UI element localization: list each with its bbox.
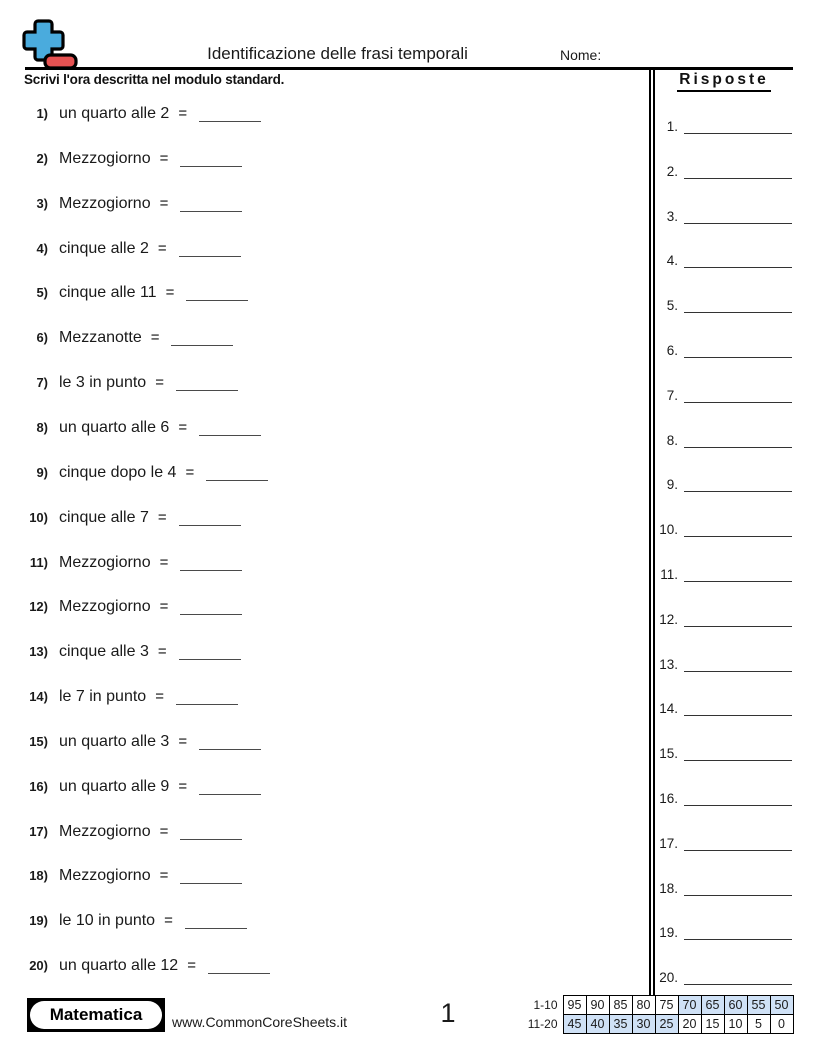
answer-blank-line[interactable] [684,212,792,224]
answer-number: 15. [659,746,678,762]
answer-row [652,477,792,495]
question-text: Mezzogiorno [59,867,151,885]
question-row [20,373,238,394]
answer-number: 13. [659,656,678,672]
score-table-row [526,1015,793,1034]
answer-blank-line[interactable] [684,301,792,313]
answer-row [652,612,792,630]
answer-row [652,209,792,227]
question-answer-blank[interactable] [206,467,268,481]
question-text: un quarto alle 6 [59,418,170,436]
question-text: cinque alle 2 [59,239,149,257]
page-number: 1 [440,998,456,1028]
answer-row [652,298,792,316]
answer-row [652,567,792,585]
question-answer-blank[interactable] [179,512,241,526]
answer-blank-line[interactable] [684,525,792,537]
score-cell: 10 [724,1015,747,1034]
answer-row [652,970,792,988]
answer-number: 12. [659,611,678,627]
answer-number: 18. [659,880,678,896]
question-row [20,866,242,887]
equals-sign: = [157,508,167,526]
answer-number: 17. [659,835,678,851]
question-row [20,732,261,753]
question-row [20,553,242,574]
answer-row [652,925,792,943]
answer-number: 19. [659,925,678,941]
question-answer-blank[interactable] [176,691,238,705]
answer-number: 2. [666,163,678,179]
website-url: www.CommonCoreSheets.it [172,1014,348,1030]
answer-row [652,119,792,137]
question-answer-blank[interactable] [179,243,241,257]
score-cell: 15 [701,1015,724,1034]
question-row [20,239,241,260]
question-answer-blank[interactable] [171,332,233,346]
question-number: 19) [29,913,48,929]
score-table [526,995,794,1034]
answer-blank-line[interactable] [684,570,792,582]
equals-sign: = [185,463,195,481]
answer-blank-line[interactable] [684,346,792,358]
equals-sign: = [159,553,169,571]
answer-number: 10. [659,522,678,538]
answer-row [652,164,792,182]
score-cell: 30 [632,1015,655,1034]
answer-number: 3. [666,208,678,224]
page-title: Identificazione delle frasi temporali [207,44,468,63]
question-answer-blank[interactable] [199,781,261,795]
answer-blank-line[interactable] [684,839,792,851]
score-cell: 65 [701,996,724,1015]
question-row [20,149,242,170]
score-cell: 75 [655,996,678,1015]
score-cell: 20 [678,1015,701,1034]
score-cell: 5 [747,1015,770,1034]
score-cell: 0 [770,1015,793,1034]
question-text: Mezzogiorno [59,822,151,840]
question-answer-blank[interactable] [180,826,242,840]
subject-badge [27,998,165,1032]
answer-blank-line[interactable] [684,122,792,134]
question-text: cinque alle 7 [59,508,149,526]
answers-heading-wrap [655,71,793,89]
answer-blank-line[interactable] [684,928,792,940]
equals-sign: = [157,643,167,661]
score-range-label: 1-10 [526,996,563,1015]
question-number: 18) [29,868,48,884]
question-number: 20) [29,958,48,974]
question-answer-blank[interactable] [199,108,261,122]
question-answer-blank[interactable] [199,736,261,750]
question-number: 15) [29,733,48,749]
question-text: Mezzanotte [59,329,142,347]
question-text: cinque dopo le 4 [59,463,177,481]
answer-row [652,881,792,899]
answer-number: 1. [666,119,678,134]
answer-row [652,433,792,451]
answer-number: 8. [666,432,678,448]
equals-sign: = [159,149,169,167]
equals-sign: = [178,418,188,436]
question-text: Mezzogiorno [59,194,151,212]
score-cell: 85 [609,996,632,1015]
question-row [20,508,241,529]
question-row [20,687,238,708]
question-row [20,194,242,215]
answer-number: 4. [666,253,678,269]
answer-number: 7. [666,387,678,403]
question-text: un quarto alle 12 [59,957,179,975]
name-label: Nome: [560,47,602,63]
question-answer-blank[interactable] [180,870,242,884]
question-answer-blank[interactable] [208,960,270,974]
question-answer-blank[interactable] [176,377,238,391]
question-text: cinque alle 3 [59,643,149,661]
question-answer-blank[interactable] [199,422,261,436]
question-row [20,104,261,125]
equals-sign: = [150,329,160,347]
answer-blank-line[interactable] [684,391,792,403]
question-row [20,956,270,977]
score-cell: 95 [563,996,586,1015]
question-number: 16) [29,778,48,794]
question-row [20,642,241,663]
equals-sign: = [164,912,173,930]
score-table-row [526,996,793,1015]
answer-number: 5. [666,298,678,314]
score-range-label: 11-20 [526,1015,563,1034]
question-answer-blank[interactable] [179,646,241,660]
score-cell: 35 [609,1015,632,1034]
equals-sign: = [165,284,175,302]
question-answer-blank[interactable] [180,153,242,167]
question-number: 6) [36,330,48,346]
equals-sign: = [157,239,167,257]
instruction-text: Scrivi l'ora descritta nel modulo standard. [24,72,285,87]
question-text: cinque alle 11 [59,284,157,302]
question-text: Mezzogiorno [59,553,151,571]
equals-sign: = [178,105,188,122]
question-number: 10) [29,509,48,525]
answer-number: 6. [666,343,678,358]
score-cell: 80 [632,996,655,1015]
answer-row [652,836,792,854]
question-number: 4) [36,240,48,256]
question-row [20,463,268,484]
answer-row [652,522,792,540]
equals-sign: = [178,732,188,750]
answer-number: 16. [659,791,678,806]
equals-sign: = [159,194,169,212]
equals-sign: = [187,957,196,975]
question-text: le 3 in punto [59,374,147,392]
question-number: 11) [29,554,48,570]
answer-number: 14. [659,701,678,717]
answer-blank-line[interactable] [684,480,792,492]
answer-blank-line[interactable] [684,615,792,627]
answer-blank-line[interactable] [684,749,792,761]
score-cell: 50 [770,996,793,1015]
question-row [20,597,242,618]
equals-sign: = [155,688,164,706]
question-number: 3) [36,195,48,211]
question-answer-blank[interactable] [186,287,248,301]
answer-blank-line[interactable] [684,973,792,985]
answer-blank-line[interactable] [684,256,792,268]
question-answer-blank[interactable] [185,915,247,929]
question-text: un quarto alle 3 [59,732,170,750]
answer-number: 20. [659,970,678,986]
score-cell: 90 [586,996,609,1015]
answer-blank-line[interactable] [684,884,792,896]
question-text: le 10 in punto [59,912,156,930]
answer-row [652,791,792,809]
answer-row [652,701,792,719]
question-row [20,777,261,798]
score-cell: 55 [747,996,770,1015]
question-row [20,328,233,349]
subject-badge-label: Matematica [30,1001,162,1029]
answer-row [652,388,792,406]
question-row [20,283,248,304]
answer-blank-line[interactable] [684,704,792,716]
answer-row [652,657,792,675]
question-number: 14) [29,689,48,705]
question-text: Mezzogiorno [59,149,151,167]
question-answer-blank[interactable] [180,557,242,571]
question-number: 13) [29,644,48,660]
header-divider [25,67,793,70]
answer-number: 11. [660,567,678,582]
question-row [20,418,261,439]
question-answer-blank[interactable] [180,198,242,212]
question-answer-blank[interactable] [180,601,242,615]
answers-heading: Risposte [677,71,770,92]
equals-sign: = [159,822,169,840]
answer-row [652,746,792,764]
question-row [20,822,242,843]
question-text: le 7 in punto [59,688,147,706]
score-cell: 70 [678,996,701,1015]
score-cell: 60 [724,996,747,1015]
answer-blank-line[interactable] [684,794,792,806]
equals-sign: = [159,598,169,616]
equals-sign: = [178,777,188,795]
score-cell: 45 [563,1015,586,1034]
equals-sign: = [159,867,169,885]
question-text: Mezzogiorno [59,598,151,616]
answer-blank-line[interactable] [684,167,792,179]
question-number: 7) [36,375,48,391]
score-cell: 25 [655,1015,678,1034]
answer-row [652,343,792,361]
question-number: 1) [36,106,48,121]
answer-blank-line[interactable] [684,436,792,448]
question-row [20,911,247,932]
equals-sign: = [155,374,164,392]
question-number: 17) [29,823,48,839]
question-number: 12) [29,599,48,615]
score-cell: 40 [586,1015,609,1034]
answer-row [652,253,792,271]
question-text: un quarto alle 9 [59,777,170,795]
question-number: 9) [36,464,48,480]
question-text: un quarto alle 2 [59,105,170,122]
question-number: 5) [36,285,48,301]
question-number: 2) [36,150,48,166]
answer-blank-line[interactable] [684,660,792,672]
question-number: 8) [36,419,48,435]
answer-number: 9. [666,477,678,493]
